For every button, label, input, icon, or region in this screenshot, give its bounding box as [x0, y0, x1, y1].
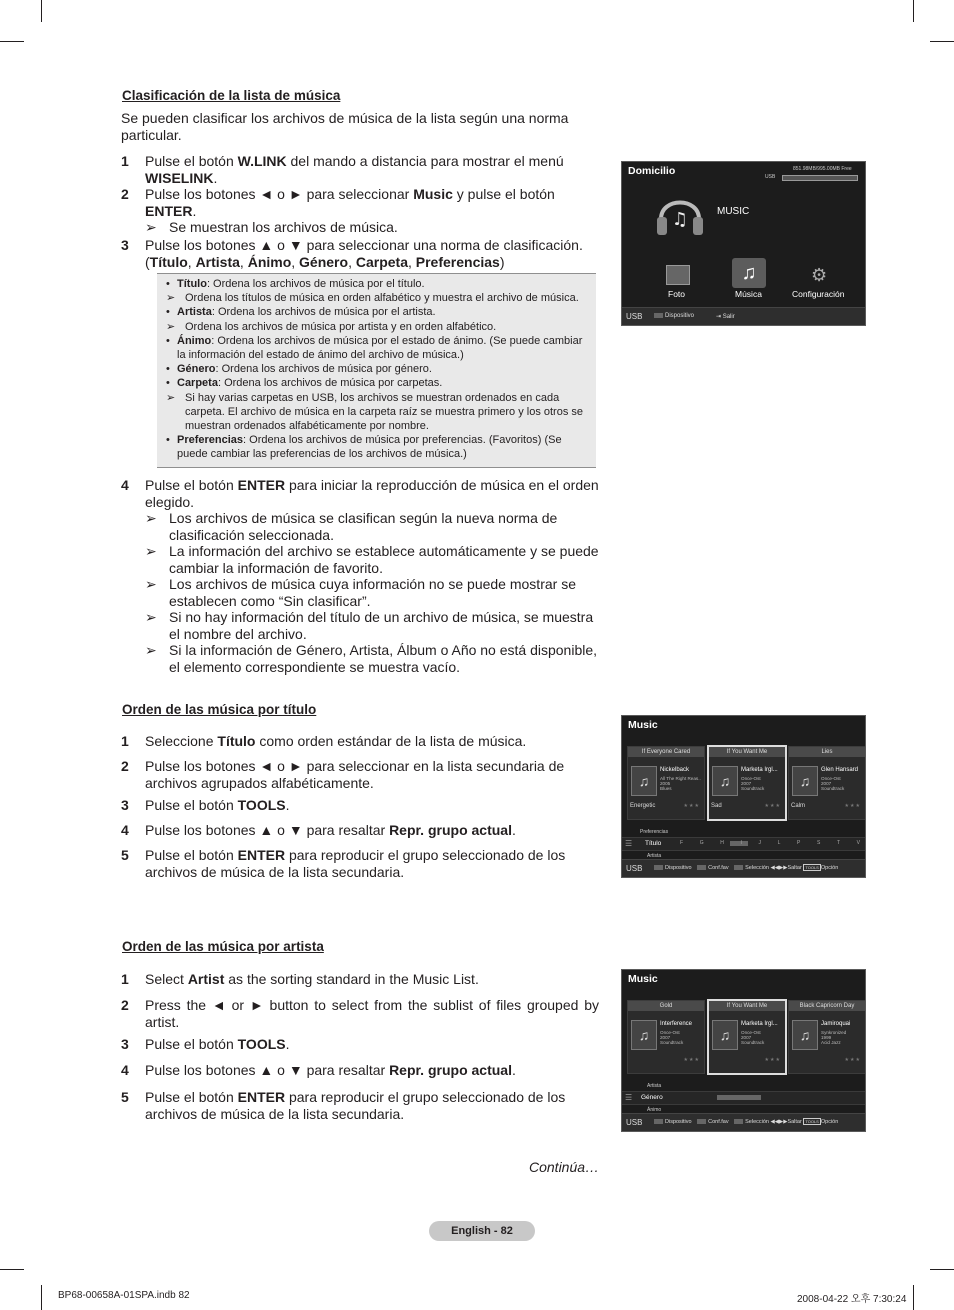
- s1-step-4: [121, 477, 599, 675]
- crop-mark: [913, 1285, 914, 1310]
- list-icon: ☰: [625, 1093, 633, 1102]
- arrow-icon: ➢: [145, 543, 157, 559]
- footer-file: BP68-00658A-01SPA.indb 82: [58, 1290, 190, 1301]
- step-text: Select: [145, 971, 188, 987]
- screen-bottom-bar: [622, 859, 865, 877]
- card-caption: Gold: [628, 1001, 704, 1011]
- step-text: Pulse el botón: [145, 847, 238, 863]
- device-label: Dispositivo: [665, 865, 692, 871]
- music-note-icon: ♫: [712, 766, 738, 796]
- music-list-screen-titulo: [621, 715, 866, 878]
- step-text: Pulse los botones ▲ o ▼ para resaltar: [145, 822, 390, 838]
- step-text: .: [285, 797, 290, 813]
- fav-label: Conf.fav: [708, 865, 729, 871]
- memory-free: 851.98MB/995.00MB Free: [793, 166, 852, 172]
- svg-text:♫: ♫: [671, 209, 689, 230]
- opt-label: Preferencias: [177, 434, 244, 447]
- genre: Soundtrack: [741, 1040, 765, 1046]
- opt-desc: : Ordena los archivos de música por el título.: [206, 278, 425, 290]
- option-animo: Ánimo: [247, 253, 292, 270]
- sort-next[interactable]: Artista: [647, 853, 662, 859]
- note-text: Los archivos de música cuya información no se puede mostrar se establecen como “Sin clasificar”.: [169, 576, 576, 609]
- usb-label: USB: [765, 174, 776, 180]
- separator: ,: [407, 253, 416, 270]
- step-text: Pulse los botones ▲ o ▼ para seleccionar una norma de clasificación. (: [145, 237, 583, 270]
- artist-name: Marketa Irgl...: [741, 767, 778, 773]
- step-number: 3: [121, 797, 129, 813]
- artist-name: Interference: [660, 1021, 693, 1027]
- skip-icon: ◀◀▶▶: [770, 865, 788, 871]
- step-text: Pulse los botones ▲ o ▼ para resaltar: [145, 1062, 390, 1078]
- year: 2005: [660, 780, 671, 786]
- step-number: 4: [121, 477, 129, 493]
- genre: Soundtrack: [741, 786, 765, 792]
- album: All The Right Reas..: [660, 775, 701, 781]
- arrow-icon: ➢: [145, 219, 157, 235]
- key-enter: ENTER: [237, 477, 286, 493]
- opt-desc: : Ordena los archivos de música por género.: [215, 363, 432, 376]
- step-text: Pulse el botón: [145, 1036, 238, 1052]
- card-caption: Black Capricorn Day: [789, 1001, 865, 1011]
- step-text: .: [213, 169, 218, 186]
- letter[interactable]: J: [758, 840, 761, 846]
- step-number: 5: [121, 1089, 129, 1105]
- photo-icon[interactable]: [666, 265, 690, 285]
- music-label: MUSIC: [717, 206, 750, 217]
- usb-label: USB: [626, 864, 643, 873]
- s2-step-4: [121, 822, 599, 839]
- intro-text: Se pueden clasificar los archivos de música de la lista según una norma particular.: [121, 110, 569, 143]
- step-text: Press the ◄ or ► button to select from the sublist of files grouped by artist.: [145, 997, 599, 1030]
- step-text: Pulse los botones ◄ o ► para seleccionar: [145, 186, 414, 202]
- music-note-icon: ♫: [631, 766, 657, 796]
- step-number: 2: [121, 997, 129, 1013]
- rating-stars-icon: ★★★: [683, 803, 700, 809]
- screen-title: Domicilio: [628, 165, 676, 177]
- footer-date: 2008-04-22 오후 7:30:24: [797, 1294, 907, 1305]
- tools-key-icon: TOOLS: [805, 865, 819, 870]
- music-card-selected[interactable]: [707, 999, 787, 1075]
- step-text: .: [285, 1036, 290, 1052]
- red-key-icon: [654, 1119, 663, 1124]
- music-note-icon[interactable]: ♫: [732, 258, 766, 288]
- step-text: y pulse el botón: [452, 186, 555, 202]
- exit-label: Salir: [722, 314, 735, 320]
- genre: Soundtrack: [660, 1040, 684, 1046]
- separator: ,: [239, 253, 248, 270]
- s1-step-2: [121, 186, 599, 236]
- continued-label: Continúa…: [529, 1159, 600, 1175]
- exit-icon: ⇥: [716, 314, 723, 320]
- opt-desc: : Ordena los archivos de música por el artista.: [211, 306, 436, 319]
- arrow-icon: ➢: [145, 609, 157, 625]
- step-number: 3: [121, 237, 129, 253]
- option-label: Opción: [820, 865, 839, 871]
- album: Once-Ost: [660, 1029, 680, 1035]
- sort-prev[interactable]: Artista: [647, 1083, 662, 1089]
- menu-item-configuracion[interactable]: Configuración: [792, 289, 845, 299]
- artist-name: Glen Hansard: [821, 767, 859, 773]
- screen-bottom-bar: [622, 1113, 865, 1131]
- s3-step-5: [121, 1089, 599, 1122]
- separator: ,: [187, 253, 196, 270]
- note-text: Si la información de Género, Artista, Álbum o Año no está disponible, el elemento correspondiente se muestra vacío.: [169, 642, 598, 675]
- separator: ,: [348, 253, 356, 270]
- opt-desc: : Ordena los archivos de música por el estado de ánimo. (Se puede cambiar la información del estado de ánimo del archivo de música.): [177, 334, 583, 362]
- music-card[interactable]: [788, 1000, 866, 1074]
- page-number-badge: English - 82: [429, 1221, 535, 1241]
- music-note-icon: ♫: [792, 766, 818, 796]
- step-text: Pulse los botones ◄ o ► para seleccionar en la lista secundaria de archivos agrupados alfabéticamente.: [145, 758, 565, 791]
- option-label: Opción: [820, 1119, 839, 1125]
- step-text: .: [511, 1062, 516, 1078]
- opt-label: Ánimo: [177, 334, 212, 347]
- card-caption: If Everyone Cared: [628, 747, 704, 757]
- step-text: Pulse el botón: [145, 1089, 238, 1105]
- section-title-titulo: Orden de las música por título: [122, 702, 317, 717]
- crop-mark: [41, 0, 42, 22]
- sort-current[interactable]: Título: [645, 840, 662, 847]
- letter-index[interactable]: [680, 840, 860, 846]
- step-text: Pulse el botón: [145, 477, 238, 493]
- genre: Acid Jazz: [821, 1040, 841, 1046]
- option-preferencias: Preferencias: [415, 253, 500, 270]
- opt-label: Artista: [177, 306, 212, 319]
- step-text: del mando a distancia para mostrar el menú: [286, 153, 564, 169]
- card-caption: If You Want Me: [709, 1001, 785, 1011]
- screen-title: Music: [628, 973, 658, 985]
- letter[interactable]: S: [816, 840, 821, 846]
- crop-mark: [0, 41, 24, 42]
- arrow-icon: ➢: [145, 642, 157, 658]
- option-titulo: Título: [149, 253, 188, 270]
- card-caption: Lies: [789, 747, 865, 757]
- year: 2007: [741, 1034, 752, 1040]
- step-text: Pulse el botón: [145, 797, 238, 813]
- arrow-icon: ➢: [166, 391, 176, 404]
- step-number: 4: [121, 822, 129, 838]
- s2-step-2: [121, 758, 599, 791]
- memory-bar: [782, 175, 858, 181]
- select-label: Selección: [745, 865, 769, 871]
- opt-label: Título: [177, 278, 207, 290]
- letter[interactable]: H: [720, 840, 724, 846]
- key-wlink: W.LINK: [237, 153, 287, 169]
- sort-next[interactable]: Ánimo: [647, 1107, 662, 1113]
- step-text: as the sorting standard in the Music List.: [224, 971, 479, 987]
- crop-mark: [913, 0, 914, 22]
- red-key-icon: [654, 865, 663, 870]
- crop-mark: [0, 1269, 24, 1270]
- music-note-icon: ♫: [792, 1020, 818, 1050]
- s2-step-3: [121, 797, 599, 814]
- s3-step-3: [121, 1036, 599, 1053]
- key-enter: ENTER: [237, 847, 286, 863]
- sort-current[interactable]: Género: [641, 1094, 663, 1101]
- note-text: Si no hay información del título de un archivo de música, se muestra el nombre del archivo.: [169, 609, 594, 642]
- select-label: Selección: [745, 1119, 769, 1125]
- red-key-icon: [654, 313, 663, 318]
- arrow-icon: ➢: [145, 510, 157, 526]
- s3-step-2: [121, 997, 599, 1030]
- letter[interactable]: F: [680, 840, 684, 846]
- green-key-icon: [697, 1119, 706, 1124]
- step-text: para reproducir el grupo seleccionado de los archivos de música de la lista secundaria.: [145, 1089, 566, 1122]
- s3-step-4: [121, 1062, 599, 1079]
- skip-icon: ◀◀▶▶: [770, 1119, 788, 1125]
- rating-stars-icon: ★★★: [764, 1057, 781, 1063]
- device-label: Dispositivo: [665, 1119, 692, 1125]
- letter[interactable]: P: [797, 840, 801, 846]
- s1-step-3: [121, 237, 599, 270]
- artist-name: Jamiroquai: [821, 1021, 851, 1027]
- opt-note: Ordena los títulos de música en orden alfabético y muestra el archivo de música.: [185, 292, 579, 305]
- headphones-icon: [655, 187, 705, 239]
- menu-item-musica[interactable]: Música: [735, 289, 762, 299]
- s2-step-1: [121, 733, 599, 750]
- s2-step-5: [121, 847, 599, 880]
- card-caption: If You Want Me: [709, 747, 785, 757]
- usb-label: USB: [626, 1118, 643, 1127]
- letter[interactable]: V: [856, 840, 860, 846]
- arrow-icon: ➢: [145, 576, 157, 592]
- rating-stars-icon: ★★★: [683, 1057, 700, 1063]
- key-artist: Artist: [187, 971, 225, 987]
- section-title-artista: Orden de las música por artista: [122, 939, 324, 954]
- crop-mark: [930, 41, 954, 42]
- note-text: La información del archivo se establece automáticamente y se puede cambiar la información de favorito.: [169, 543, 599, 576]
- step-text: Seleccione: [145, 733, 218, 749]
- music-note-icon: ♫: [631, 1020, 657, 1050]
- arrow-icon: ➢: [166, 292, 176, 305]
- step-text: .: [192, 202, 197, 219]
- step-number: 2: [121, 758, 129, 774]
- year: 2007: [660, 1034, 671, 1040]
- option-artista: Artista: [195, 253, 240, 270]
- key-tools: TOOLS: [237, 797, 286, 813]
- opt-note: Ordena los archivos de música por artista y en orden alfabético.: [185, 320, 497, 333]
- option-carpeta: Carpeta: [355, 253, 408, 270]
- mood-label: Energetic: [630, 803, 656, 809]
- key-titulo: Título: [217, 733, 256, 749]
- artist-name: Marketa Irgl...: [741, 1021, 778, 1027]
- album: Once-Ost: [821, 775, 841, 781]
- letter[interactable]: T: [836, 840, 840, 846]
- gear-icon[interactable]: ⚙: [811, 265, 828, 285]
- album: Once-Ost: [741, 775, 761, 781]
- step-text: ): [499, 253, 505, 270]
- menu-item-foto[interactable]: Foto: [668, 289, 686, 299]
- step-number: 2: [121, 186, 129, 202]
- green-key-icon: [697, 865, 706, 870]
- option-genero: Género: [299, 253, 349, 270]
- arrow-icon: ➢: [166, 320, 176, 333]
- year: 2007: [821, 780, 832, 786]
- year: 1999: [821, 1034, 832, 1040]
- step-number: 4: [121, 1062, 129, 1078]
- step-text: Pulse el botón: [145, 153, 238, 169]
- sort-prev[interactable]: Preferencias: [640, 829, 669, 835]
- rating-stars-icon: ★★★: [844, 803, 861, 809]
- album: Once-Ost: [741, 1029, 761, 1035]
- year: 2007: [741, 780, 752, 786]
- screen-title: Music: [628, 719, 658, 731]
- music-list-screen-artista: [621, 969, 866, 1132]
- rating-stars-icon: ★★★: [844, 1057, 861, 1063]
- device-label: Dispositivo: [665, 313, 695, 320]
- screen-bottom-bar: [622, 307, 865, 325]
- key-repr-grupo: Repr. grupo actual: [389, 1062, 512, 1078]
- step-number: 1: [121, 153, 129, 169]
- music-card[interactable]: [788, 746, 866, 820]
- mood-label: Calm: [791, 803, 806, 809]
- crop-mark: [930, 1269, 954, 1270]
- key-tools: TOOLS: [237, 1036, 286, 1052]
- music-card[interactable]: [627, 746, 705, 820]
- rating-stars-icon: ★★★: [764, 803, 781, 809]
- music-card[interactable]: [627, 1000, 705, 1074]
- key-music: Music: [413, 186, 453, 202]
- key-enter: ENTER: [145, 202, 193, 219]
- sort-row[interactable]: [622, 837, 865, 851]
- key-wiselink: WISELINK: [145, 169, 214, 186]
- group-highlight: [717, 1095, 761, 1100]
- usb-label: USB: [626, 312, 643, 321]
- sort-options-box: • Título: Ordena los archivos de música por el título. ➢ Ordena los títulos de música en orden alfabético y muestra el archivo de música. • Artista: Ordena los archivos de música por el artista. ➢ Ordena los archivos de música por artista y en orden alfabético. • Ánimo: Ordena los archivos de música por el estado de ánimo. (Se puede cambiar la información del estado de ánimo del archivo de música.) • Género: Ordena los archivos de música por género. • Carpeta: Ordena los archivos de música por carpetas. ➢ Si hay varias carpetas en USB, los archivos se muestran ordenados en cada carpeta. El archivo de música en la carpeta raíz se muestra primero y los otros se muestran ordenados alfabéticamente por nombre. • Preferencias: Ordena los archivos de música por preferencias. (Favoritos) (Se puede cambiar las preferencias de los archivos de música.): [157, 273, 596, 468]
- mood-label: Sad: [711, 803, 722, 809]
- genre: Soundtrack: [821, 786, 845, 792]
- opt-label: Género: [177, 363, 216, 376]
- key-repr-grupo: Repr. grupo actual: [389, 822, 512, 838]
- sort-row[interactable]: [622, 1091, 865, 1105]
- step-text: para iniciar la reproducción de música en el orden elegido.: [145, 477, 599, 510]
- s1-step-1: [121, 153, 599, 186]
- opt-note: Si hay varias carpetas en USB, los archivos se muestran ordenados en cada carpeta. El archivo de música en la carpeta raíz se muestra primero y los otros se muestran ordenados alfabéticamente por nombre.: [185, 391, 584, 433]
- step-number: 3: [121, 1036, 129, 1052]
- letter[interactable]: I: [740, 840, 742, 846]
- tools-key-icon: TOOLS: [805, 1119, 819, 1124]
- artist-name: Nickelback: [660, 767, 690, 773]
- step-number: 1: [121, 733, 129, 749]
- step-text: para reproducir el grupo seleccionado de los archivos de música de la lista secundaria.: [145, 847, 566, 880]
- opt-desc: : Ordena los archivos de música por preferencias. (Favoritos) (Se puede cambiar las preferencias de los archivos de música.): [177, 434, 562, 461]
- note-text: Los archivos de música se clasifican según la nueva norma de clasificación seleccionada.: [169, 510, 558, 543]
- music-note-icon: ♫: [712, 1020, 738, 1050]
- list-icon: ☰: [625, 839, 633, 848]
- step-number: 1: [121, 971, 129, 987]
- opt-desc: : Ordena los archivos de música por carpetas.: [217, 377, 443, 390]
- note-text: Se muestran los archivos de música.: [169, 219, 398, 235]
- separator: ,: [291, 253, 300, 270]
- yellow-key-icon: [734, 1119, 743, 1124]
- genre: Blues: [660, 786, 672, 792]
- music-card-selected[interactable]: [707, 745, 787, 821]
- album: Synkronized: [821, 1029, 847, 1035]
- step-text: .: [511, 822, 516, 838]
- wiselink-home-screen: [621, 161, 866, 326]
- letter[interactable]: L: [777, 840, 781, 846]
- step-number: 5: [121, 847, 129, 863]
- opt-label: Carpeta: [177, 377, 218, 390]
- crop-mark: [41, 1285, 42, 1310]
- section-title-clasificacion: Clasificación de la lista de música: [122, 88, 341, 103]
- key-enter: ENTER: [237, 1089, 286, 1105]
- s3-step-1: [121, 971, 599, 988]
- fav-label: Conf.fav: [708, 1119, 729, 1125]
- step-text: como orden estándar de la lista de música.: [255, 733, 527, 749]
- yellow-key-icon: [734, 865, 743, 870]
- jump-label: Saltar: [787, 1119, 802, 1125]
- letter[interactable]: G: [699, 840, 704, 846]
- jump-label: Saltar: [787, 865, 802, 871]
